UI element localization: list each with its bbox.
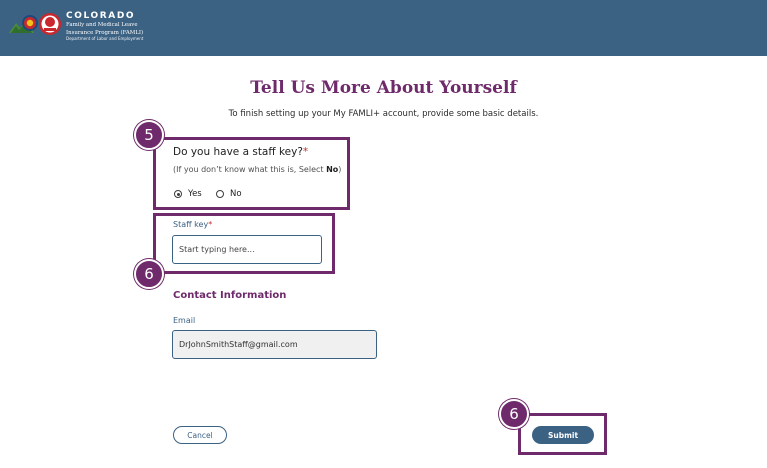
page-subtitle: To finish setting up your My FAMLI+ account, provide some basic details. <box>228 109 539 119</box>
staff-key-placeholder: Start typing here... <box>179 245 255 254</box>
contact-info-heading: Contact Information <box>173 290 287 301</box>
staff-key-label-text: Staff key <box>173 220 209 229</box>
radio-no[interactable] <box>216 189 242 199</box>
submit-button[interactable]: Submit <box>532 426 594 444</box>
staff-key-question-text: Do you have a staff key? <box>173 146 303 158</box>
brand-state: COLORADO <box>66 11 136 21</box>
radio-unselected-icon[interactable] <box>216 190 224 198</box>
site-header <box>0 0 767 56</box>
staff-key-label <box>173 220 212 229</box>
email-field[interactable] <box>172 330 377 359</box>
cancel-button[interactable]: Cancel <box>173 426 227 444</box>
radio-selected-icon[interactable] <box>174 190 182 198</box>
brand-text <box>66 11 143 42</box>
staff-key-input[interactable] <box>172 235 322 264</box>
page-title: Tell Us More About Yourself <box>250 78 517 98</box>
callout-badge-6-staff-key: 6 <box>134 259 164 289</box>
radio-yes[interactable] <box>174 189 202 199</box>
staff-key-question <box>173 146 308 158</box>
brand-program-line2: Insurance Program (FAMLI) <box>66 29 144 36</box>
callout-badge-5: 5 <box>134 120 164 150</box>
hint-bold: No <box>326 165 339 174</box>
required-marker: * <box>208 220 213 229</box>
hint-suffix: ) <box>338 165 342 174</box>
email-label: Email <box>173 316 196 325</box>
radio-yes-label: Yes <box>188 189 202 199</box>
email-value: DrJohnSmithStaff@gmail.com <box>179 340 298 349</box>
staff-key-hint <box>173 165 341 174</box>
colorado-logo <box>8 11 64 37</box>
hint-prefix: (If you don’t know what this is, Select <box>173 165 327 174</box>
brand-department: Department of Labor and Employment <box>66 36 144 42</box>
callout-badge-6-submit: 6 <box>499 399 529 429</box>
required-marker: * <box>302 146 309 158</box>
brand-program-line1: Family and Medical Leave <box>66 22 138 28</box>
radio-no-label: No <box>230 189 242 199</box>
